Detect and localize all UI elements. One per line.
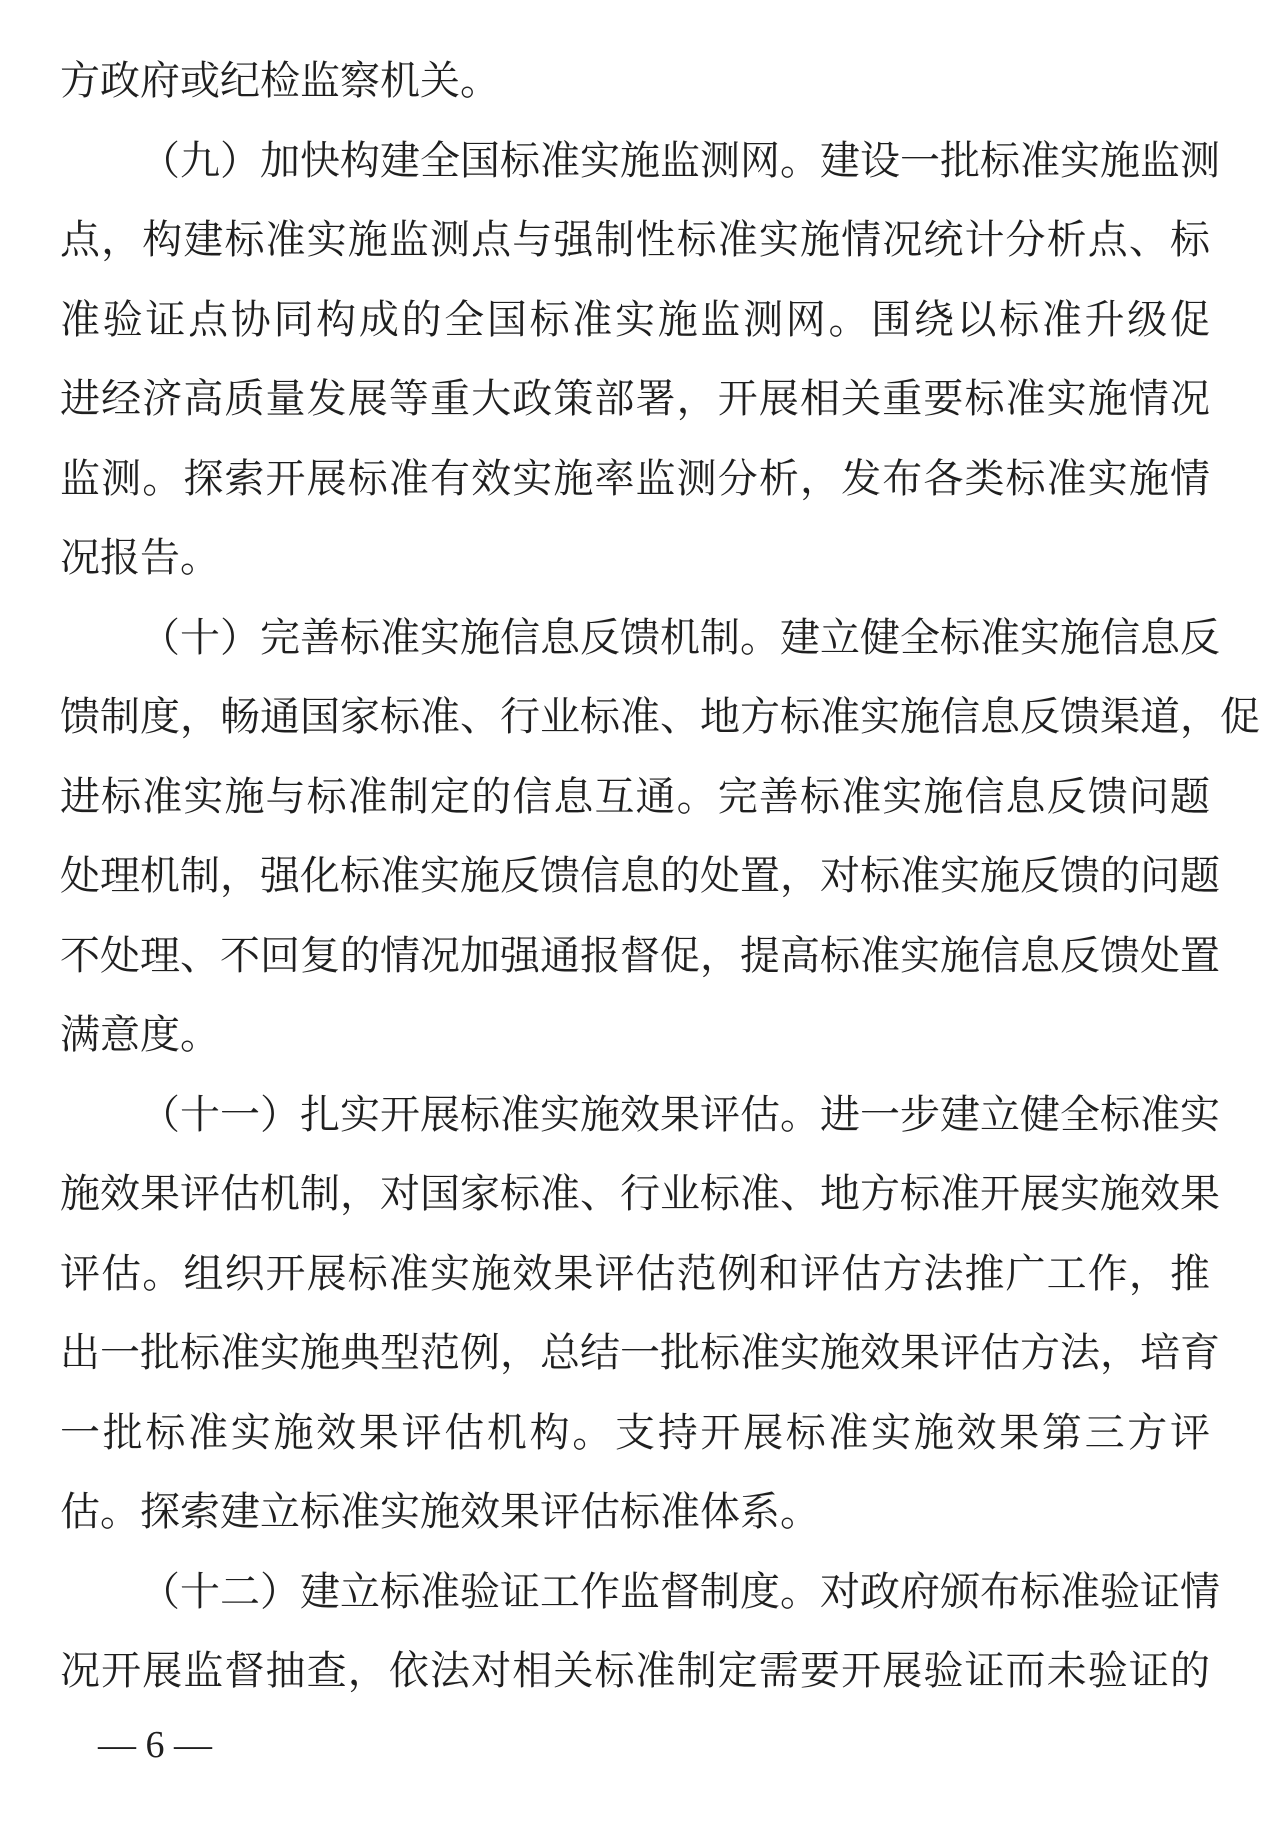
text-line: 出一批标准实施典型范例，总结一批标准实施效果评估方法，培育	[60, 1330, 1220, 1376]
text-line: 一批标准实施效果评估机构。支持开展标准实施效果第三方评	[60, 1409, 1210, 1456]
text-line: 施效果评估机制，对国家标准、行业标准、地方标准开展实施效果	[60, 1171, 1220, 1217]
text-line: 况报告。	[60, 535, 220, 581]
paragraph-10-heading-line: （十）完善标准实施信息反馈机制。建立健全标准实施信息反	[140, 614, 1220, 661]
text-line: 准验证点协同构成的全国标准实施监测网。围绕以标准升级促	[60, 296, 1210, 343]
text-line: 估。探索建立标准实施效果评估标准体系。	[60, 1489, 820, 1535]
text-line: 进经济高质量发展等重大政策部署，开展相关重要标准实施情况	[60, 376, 1210, 422]
document-body	[60, 42, 1260, 1712]
text-line: 进标准实施与标准制定的信息互通。完善标准实施信息反馈问题	[60, 773, 1210, 820]
page-number: — 6 —	[98, 1724, 212, 1766]
paragraph-12-heading-line: （十二）建立标准验证工作监督制度。对政府颁布标准验证情	[140, 1568, 1220, 1615]
text-line: 监测。探索开展标准有效实施率监测分析，发布各类标准实施情	[60, 455, 1210, 502]
paragraph-9-heading-line: （九）加快构建全国标准实施监测网。建设一批标准实施监测	[140, 137, 1220, 184]
text-line: 况开展监督抽查，依法对相关标准制定需要开展验证而未验证的	[60, 1648, 1210, 1694]
text-line: 处理机制，强化标准实施反馈信息的处置，对标准实施反馈的问题	[60, 853, 1220, 899]
text-line: 不处理、不回复的情况加强通报督促，提高标准实施信息反馈处置	[60, 932, 1220, 979]
text-line: 点，构建标准实施监测点与强制性标准实施情况统计分析点、标	[60, 217, 1210, 263]
text-line: 方政府或纪检监察机关。	[60, 58, 500, 104]
text-line: 馈制度，畅通国家标准、行业标准、地方标准实施信息反馈渠道，促	[60, 694, 1260, 740]
paragraph-11-heading-line: （十一）扎实开展标准实施效果评估。进一步建立健全标准实	[140, 1091, 1220, 1138]
text-line: 满意度。	[60, 1012, 220, 1058]
text-line: 评估。组织开展标准实施效果评估范例和评估方法推广工作，推	[60, 1250, 1210, 1297]
